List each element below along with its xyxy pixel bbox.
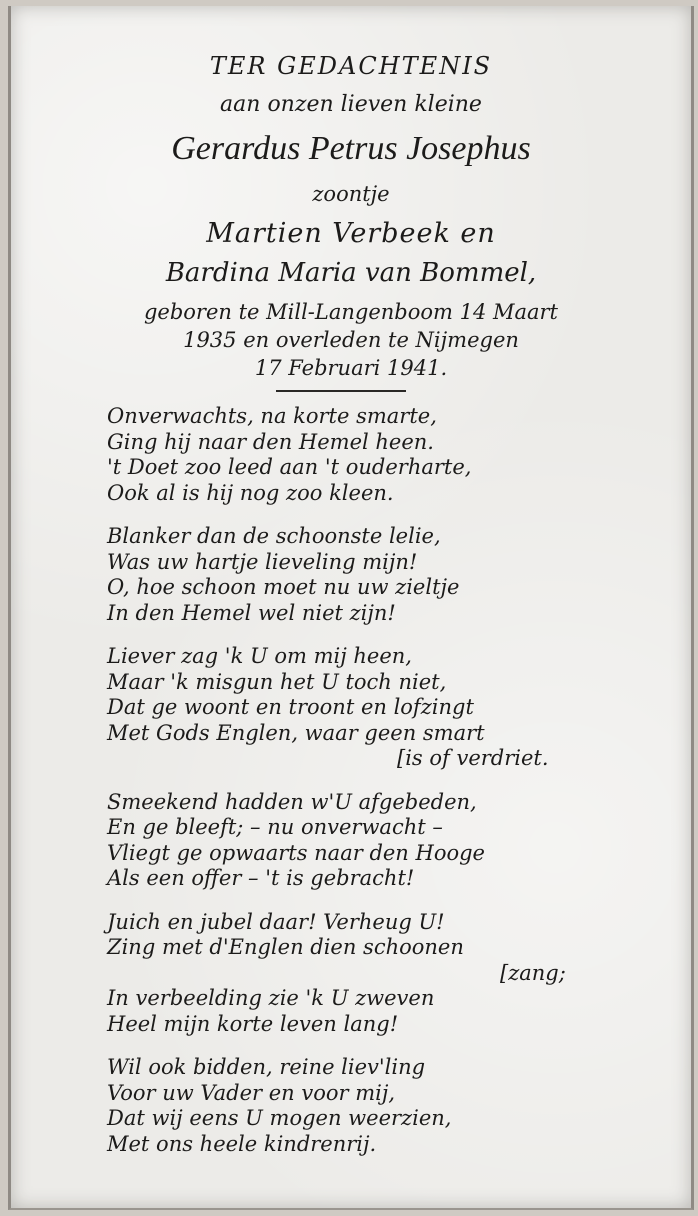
poem-stanza	[107, 404, 627, 506]
poem-line: Was uw hartje lieveling mijn!	[107, 549, 418, 574]
poem-line: Dat ge woont en troont en lofzingt	[107, 695, 474, 719]
mother-name: Bardina Maria van Bommel,	[165, 258, 537, 288]
poem-stanza	[107, 524, 627, 626]
poem-line: Smeekend hadden w'U afgebeden,	[107, 789, 477, 814]
poem-stanza	[107, 644, 627, 772]
poem-stanza	[107, 790, 627, 892]
poem-line: Vliegt ge opwaarts naar den Hooge	[107, 840, 485, 865]
poem-line: Ook al is hij nog zoo kleen.	[107, 480, 394, 505]
poem-line: Als een offer – 't is gebracht!	[107, 866, 415, 890]
card-title: TER GEDACHTENIS	[209, 52, 493, 80]
poem-stanza	[107, 910, 627, 1038]
memorial-card	[8, 6, 694, 1210]
poem-line: 't Doet zoo leed aan 't ouderharte,	[107, 455, 472, 479]
poem-line: O, hoe schoon moet nu uw zieltje	[107, 575, 460, 599]
poem-line: Onverwachts, na korte smarte,	[107, 404, 437, 428]
father-name: Martien Verbeek en	[206, 218, 496, 249]
poem-line: Juich en jubel daar! Verheug U!	[107, 909, 445, 934]
poem	[107, 404, 627, 1175]
poem-line: In den Hemel wel niet zijn!	[107, 600, 396, 625]
dedication-line: aan onzen lieven kleine	[220, 92, 482, 117]
poem-line: En ge bleeft; – nu onverwacht –	[107, 815, 443, 839]
poem-line: In verbeelding zie 'k U zweven	[107, 986, 435, 1010]
poem-line: Ging hij naar den Hemel heen.	[107, 429, 434, 454]
divider-rule	[276, 390, 406, 392]
poem-line-continuation: [is of verdriet.	[397, 746, 549, 770]
poem-line: Voor uw Vader en voor mij,	[107, 1080, 396, 1105]
deceased-name: Gerardus Petrus Josephus	[171, 130, 531, 167]
poem-line: Met Gods Englen, waar geen smart	[107, 720, 485, 745]
poem-stanza	[107, 1055, 627, 1157]
poem-line: Blanker dan de schoonste lelie,	[107, 524, 441, 548]
poem-line: Dat wij eens U mogen weerzien,	[107, 1106, 452, 1130]
relation-line: zoontje	[312, 182, 390, 206]
poem-line: Maar 'k misgun het U toch niet,	[107, 669, 447, 694]
poem-line: Liever zag 'k U om mij heen,	[107, 644, 412, 668]
poem-line: Heel mijn korte leven lang!	[107, 1011, 399, 1036]
death-line: 1935 en overleden te Nijmegen	[183, 328, 519, 352]
death-date-line: 17 Februari 1941.	[254, 356, 448, 380]
birth-line: geboren te Mill-Langenboom 14 Maart	[143, 300, 559, 324]
poem-line-continuation: [zang;	[500, 960, 566, 985]
poem-line: Zing met d'Englen dien schoonen	[107, 935, 464, 959]
poem-line: Wil ook bidden, reine liev'ling	[107, 1055, 426, 1079]
poem-line: Met ons heele kindrenrij.	[107, 1131, 377, 1156]
